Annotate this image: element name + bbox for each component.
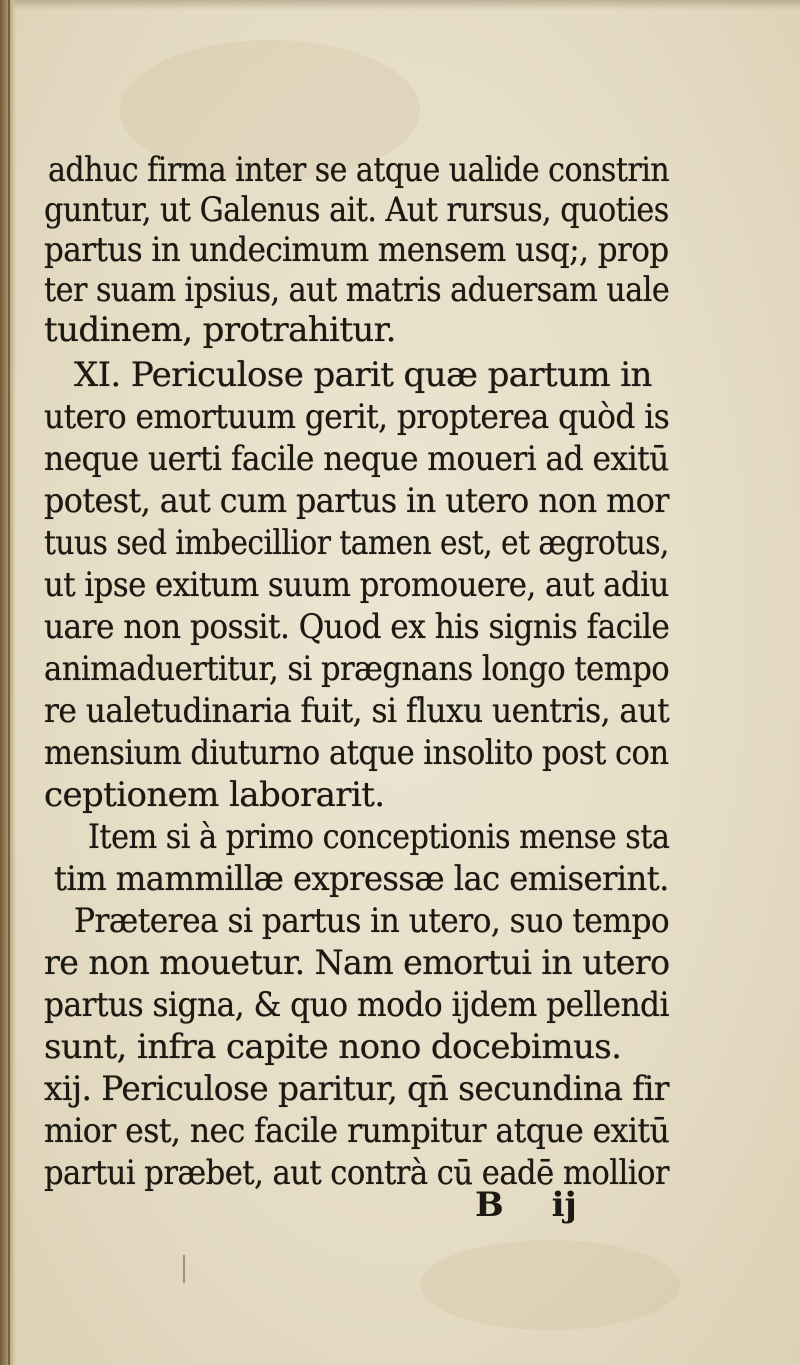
text-line-12: uare non possit. Quod ex his signis facile [44, 607, 670, 647]
text-line-21: partus signa, & quo modo ijdem pellendi [44, 985, 670, 1025]
text-line-19: Præterea si partus in utero, suo tempo [74, 901, 670, 941]
text-line-24: mior est, nec facile rumpitur atque exitū [44, 1111, 670, 1151]
text-line-17: Item si à primo conceptionis mense sta [88, 817, 670, 857]
text-line-3: partus in undecimum mensem usq;, prop [44, 230, 669, 270]
page-footer [475, 1185, 613, 1225]
text-line-16: ceptionem laborarit. [44, 775, 385, 815]
gutter-binding-line [8, 0, 10, 1365]
text-line-23: xij. Periculose paritur, qn̄ secundina fir [44, 1069, 669, 1109]
text-line-11: ut ipse exitum suum promouere, aut adiu [44, 565, 669, 605]
text-line-18: tim mammillæ expressæ lac emiserint. [54, 859, 669, 899]
text-line-8: neque uerti facile neque moueri ad exitū [44, 439, 669, 479]
text-line-6: XI. Periculose parit quæ partum in [74, 355, 652, 395]
text-line-10: tuus sed imbecillior tamen est, et ægrotus, [44, 523, 669, 563]
text-line-22: sunt, infra capite nono docebimus. [44, 1027, 622, 1067]
text-line-2: guntur, ut Galenus ait. Aut rursus, quoties [44, 190, 669, 230]
ink-mark [183, 1255, 185, 1283]
text-line-13: animaduertitur, si prægnans longo tempo [44, 649, 670, 689]
text-line-4: ter suam ipsius, aut matris aduersam uale [44, 270, 670, 310]
folio-number: ij [551, 1185, 577, 1225]
paper-stain [420, 1240, 680, 1330]
text-line-15: mensium diuturno atque insolito post con [44, 733, 669, 773]
text-line-14: re ualetudinaria fuit, si fluxu uentris, aut [44, 691, 670, 731]
text-line-25: partui præbet, aut contrà cū eadē mollior [44, 1153, 670, 1193]
text-line-5: tudinem, protrahitur. [44, 310, 396, 350]
text-line-7: utero emortuum gerit, propterea quòd is [44, 397, 670, 437]
text-line-9: potest, aut cum partus in utero non mor [44, 481, 669, 521]
text-line-1: adhuc firma inter se atque ualide constrin [48, 150, 670, 190]
page-top-shadow [0, 0, 800, 10]
signature-mark: B [475, 1185, 504, 1225]
text-line-20: re non mouetur. Nam emortui in utero [44, 943, 670, 983]
